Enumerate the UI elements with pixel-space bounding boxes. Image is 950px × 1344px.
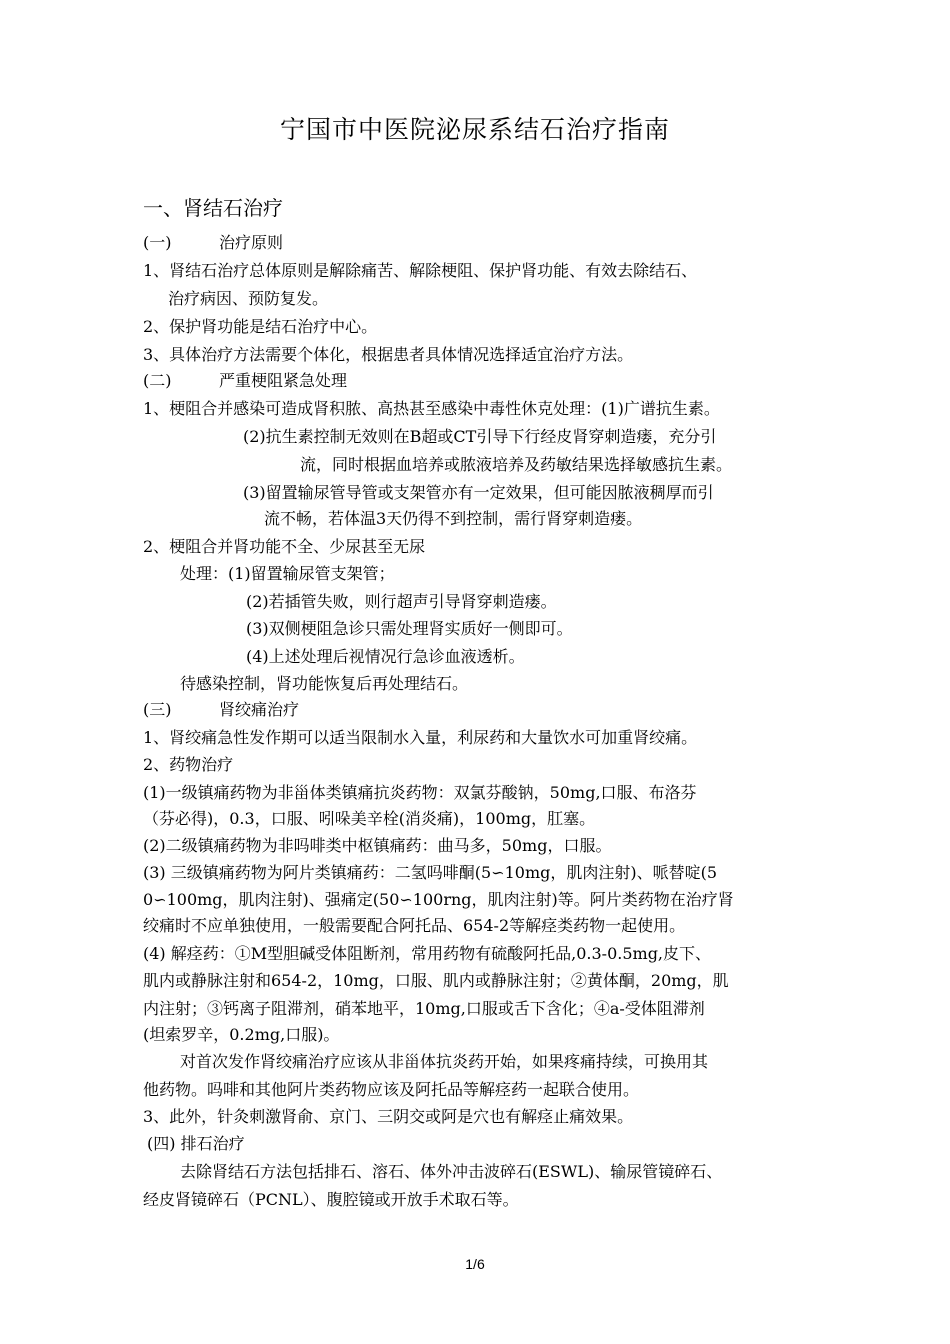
paragraph-line: (2)二级镇痛药物为非吗啡类中枢镇痛药：曲马多，50mg，口服。 bbox=[143, 836, 612, 855]
subsection-2 bbox=[143, 371, 347, 391]
paragraph-line: 2、保护肾功能是结石治疗中心。 bbox=[143, 317, 378, 336]
paragraph-line: 去除肾结石方法包括排石、溶石、体外冲击波碎石(ESWL)、输尿管镜碎石、 bbox=[180, 1162, 723, 1181]
paragraph-line: 对首次发作肾绞痛治疗应该从非甾体抗炎药开始，如果疼痛持续，可换用其 bbox=[180, 1052, 709, 1071]
paragraph-line: 1、梗阻合并感染可造成肾积脓、高热甚至感染中毒性休克处理：(1)广谱抗生素。 bbox=[143, 399, 720, 418]
paragraph-line: 他药物。吗啡和其他阿片类药物应该及阿托品等解痉药一起联合使用。 bbox=[143, 1080, 640, 1099]
paragraph-line: (3) 三级镇痛药物为阿片类镇痛药：二氢吗啡酮(5∽10mg，肌肉注射)、哌替啶(5 bbox=[143, 863, 718, 882]
paragraph-line: (2)抗生素控制无效则在B超或CT引导下行经皮肾穿刺造瘘，充分引 bbox=[243, 427, 717, 446]
paragraph-line: (坦索罗辛，0.2mg,口服)。 bbox=[143, 1025, 340, 1044]
subsection-title: 肾绞痛治疗 bbox=[219, 700, 300, 719]
paragraph-line: 肌内或静脉注射和654-2，10mg，口服、肌内或静脉注射；②黄体酮，20mg，肌 bbox=[143, 971, 729, 990]
subsection-3 bbox=[143, 700, 299, 720]
paragraph-line: (1)一级镇痛药物为非甾体类镇痛抗炎药物：双氯芬酸钠，50mg,口服、布洛芬 bbox=[143, 783, 697, 802]
document-title: 宁国市中医院泌尿系结石治疗指南 bbox=[279, 115, 670, 144]
subsection-number: (一) bbox=[143, 233, 172, 252]
subsection-number: (三) bbox=[143, 700, 172, 719]
paragraph-line: 内注射；③钙离子阻滞剂，硝苯地平，10mg,口服或舌下含化；④a-受体阻滞剂 bbox=[143, 999, 705, 1018]
paragraph-line: 治疗病因、预防复发。 bbox=[168, 289, 329, 308]
paragraph-line: 流，同时根据血培养或脓液培养及药敏结果选择敏感抗生素。 bbox=[300, 455, 733, 474]
paragraph-line: 待感染控制，肾功能恢复后再处理结石。 bbox=[180, 674, 469, 693]
subsection-title: 治疗原则 bbox=[219, 233, 284, 252]
paragraph-line: 经皮肾镜碎石（PCNL）、腹腔镜或开放手术取石等。 bbox=[143, 1190, 519, 1209]
paragraph-line: （芬必得)，0.3，口服、吲哚美辛栓(消炎痛)，100mg，肛塞。 bbox=[143, 809, 596, 828]
paragraph-line: 3、具体治疗方法需要个体化，根据患者具体情况选择适宜治疗方法。 bbox=[143, 345, 634, 364]
paragraph-line: 2、药物治疗 bbox=[143, 755, 234, 774]
paragraph-line: (2)若插管失败，则行超声引导肾穿刺造瘘。 bbox=[246, 592, 557, 611]
subsection-title: 严重梗阻紧急处理 bbox=[219, 371, 348, 390]
section-heading: 一、肾结石治疗 bbox=[143, 196, 283, 220]
paragraph-line: (4)上述处理后视情况行急诊血液透析。 bbox=[246, 647, 525, 666]
page-number: 1/6 bbox=[465, 1256, 485, 1272]
paragraph-line: 1、肾结石治疗总体原则是解除痛苦、解除梗阻、保护肾功能、有效去除结石、 bbox=[143, 261, 698, 280]
paragraph-line: 1、肾绞痛急性发作期可以适当限制水入量，利尿药和大量饮水可加重肾绞痛。 bbox=[143, 728, 698, 747]
paragraph-line: (4) 解痉药：①M型胆碱受体阻断剂，常用药物有硫酸阿托品,0.3-0.5mg,皮下、 bbox=[143, 944, 712, 963]
paragraph-line: (3)留置输尿管导管或支架管亦有一定效果，但可能因脓液稠厚而引 bbox=[243, 483, 714, 502]
paragraph-line: (3)双侧梗阻急诊只需处理肾实质好一侧即可。 bbox=[246, 619, 573, 638]
subsection-number: (二) bbox=[143, 371, 172, 390]
paragraph-line: 3、此外，针灸刺激肾俞、京门、三阴交或阿是穴也有解痉止痛效果。 bbox=[143, 1107, 634, 1126]
paragraph-line: 绞痛时不应单独使用，一般需要配合阿托品、654-2等解痉类药物一起使用。 bbox=[143, 916, 686, 935]
paragraph-line: 处理：(1)留置输尿管支架管； bbox=[180, 564, 395, 583]
paragraph-line: 流不畅，若体温3天仍得不到控制，需行肾穿刺造瘘。 bbox=[264, 509, 643, 528]
paragraph-line: 0∽100mg，肌肉注射)、强痛定(50∽100rng，肌肉注射)等。阿片类药物在治疗肾 bbox=[143, 890, 734, 909]
paragraph-line: 2、梗阻合并肾功能不全、少尿甚至无尿 bbox=[143, 537, 426, 556]
subsection-1 bbox=[143, 233, 283, 253]
subsection-4-title: (四) 排石治疗 bbox=[147, 1134, 245, 1153]
